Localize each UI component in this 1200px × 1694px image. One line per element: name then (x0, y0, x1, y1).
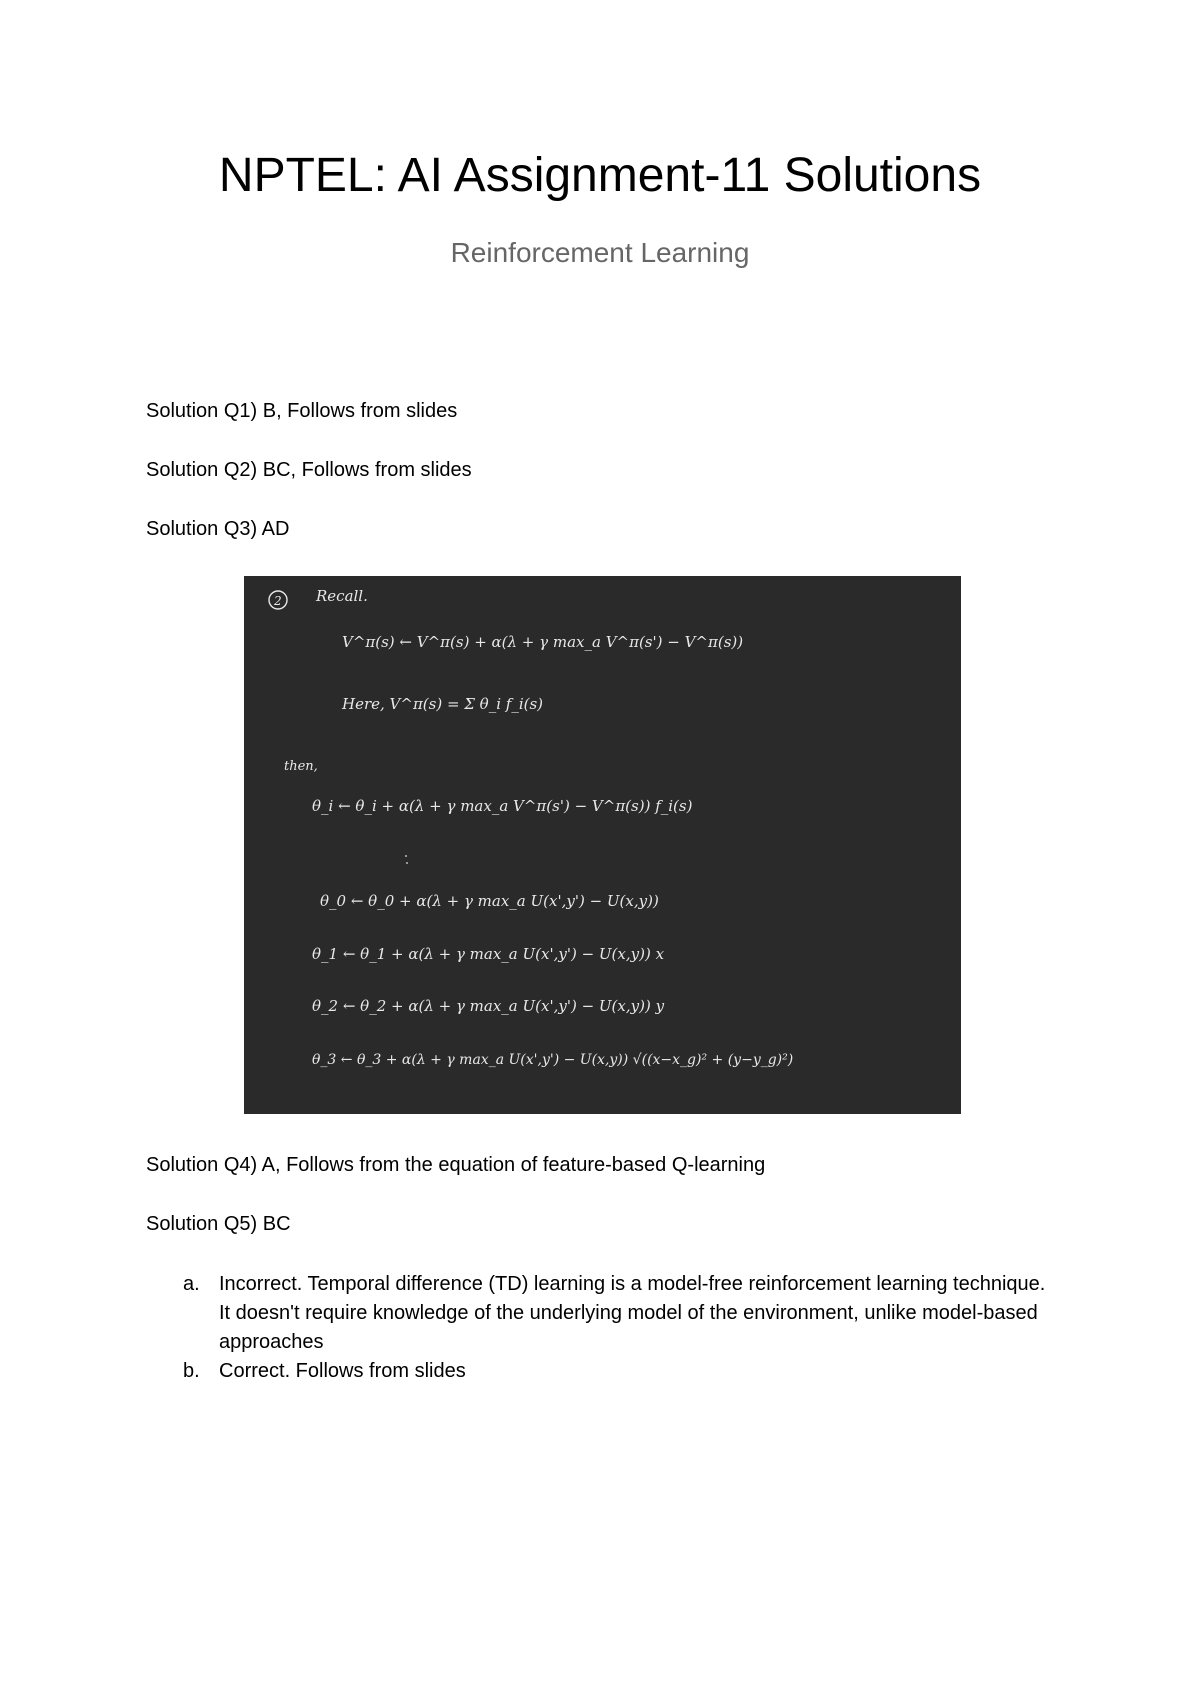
circled-number: 2 (274, 594, 282, 608)
solution-q3: Solution Q3) AD (146, 518, 290, 540)
solution-q1: Solution Q1) B, Follows from slides (146, 400, 458, 422)
list-item (146, 1270, 1046, 1357)
document-title: NPTEL: AI Assignment-11 Solutions (218, 149, 982, 202)
board-line-6: θ_1 ← θ_1 + α(λ + γ max_a U(x',y') − U(x,y)) x (312, 945, 665, 963)
solution-q5: Solution Q5) BC (146, 1213, 291, 1235)
board-line-8: θ_3 ← θ_3 + α(λ + γ max_a U(x',y') − U(x,y)) √((x−x_g)² + (y−y_g)²) (312, 1052, 794, 1068)
board-line-2: Here, V^π(s) = Σ θ_i f_i(s) (342, 695, 544, 713)
list-item-text: Correct. Follows from slides (219, 1360, 466, 1382)
board-line-4: θ_i ← θ_i + α(λ + γ max_a V^π(s') − V^π(s)) f_i(s) (312, 797, 693, 815)
list-marker: b. (183, 1360, 200, 1382)
chalk-dot (406, 862, 408, 864)
board-line-7: θ_2 ← θ_2 + α(λ + γ max_a U(x',y') − U(x,y)) y (312, 997, 665, 1015)
list-item (146, 1357, 1046, 1386)
board-line-3: then, (284, 759, 318, 774)
q5-explanation-list (146, 1270, 1046, 1386)
board-line-1: V^π(s) ← V^π(s) + α(λ + γ max_a V^π(s') − V^π(s)) (342, 633, 744, 651)
document-subtitle: Reinforcement Learning (450, 237, 750, 268)
board-line-5: θ_0 ← θ_0 + α(λ + γ max_a U(x',y') − U(x,y)) (320, 892, 659, 910)
solution-q2: Solution Q2) BC, Follows from slides (146, 459, 472, 481)
solution-q4: Solution Q4) A, Follows from the equation of feature-based Q-learning (146, 1154, 766, 1176)
list-marker: a. (183, 1273, 200, 1295)
handwritten-equations-image (244, 576, 961, 1114)
list-item-text: Incorrect. Temporal difference (TD) learning is a model-free reinforcement learning technique. It doesn't require knowledge of the underlying model of the environment, unlike model-based approaches (219, 1273, 1046, 1353)
chalk-dot (405, 855, 407, 857)
board-heading: Recall. (316, 587, 368, 605)
